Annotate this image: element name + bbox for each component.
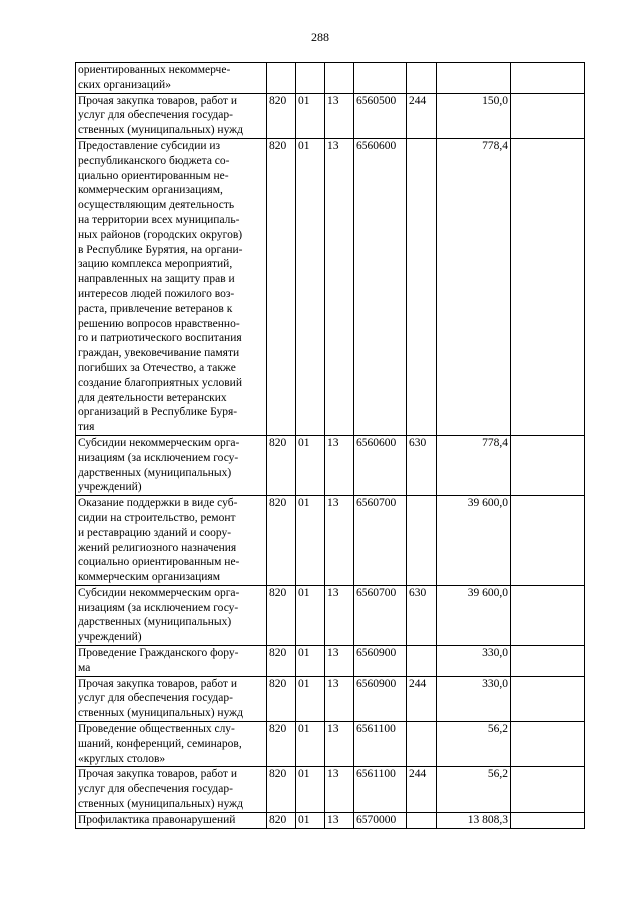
cell-ministry-code: 820 [267,676,296,721]
cell-subsection-code: 13 [325,646,354,677]
cell-note [511,767,585,812]
table-row [76,138,585,435]
cell-expense-type: 244 [407,767,437,812]
cell-expense-type: 244 [407,676,437,721]
cell-target-code: 6560900 [354,646,407,677]
cell-ministry-code: 820 [267,767,296,812]
cell-name: Проведение Гражданского фору- ма [76,646,267,677]
cell-name: ориентированных некоммерче- ских организаций» [76,63,267,94]
cell-note [511,138,585,435]
cell-name: Предоставление субсидии из республиканского бюджета со- циально ориентированным не- коммерческим организациям, осуществляющим деятельность на территории всех муниципаль- ных районов (городских округов) в Республике Бурятия, на органи- зацию комплекса мероприятий, направленных на защиту прав и интересов людей пожилого воз- раста, привлечение ветеранов к решению вопросов нравственно- го и патриотического воспитания граждан, увековечивание памяти погибших за Отечество, а также создание благоприятных условий для деятельности ветеранских организаций в Республике Буря- тия [76,138,267,435]
cell-ministry-code: 820 [267,585,296,645]
cell-amount: 330,0 [437,676,511,721]
cell-subsection-code: 13 [325,722,354,767]
cell-note [511,93,585,138]
cell-ministry-code: 820 [267,138,296,435]
page-number: 288 [311,30,329,44]
cell-section-code: 01 [296,138,325,435]
table-row [76,585,585,645]
cell-expense-type [407,722,437,767]
cell-name: Субсидии некоммерческим орга- низациям (за исключением госу- дарственных (муниципальных) учреждений) [76,435,267,495]
table-row [76,722,585,767]
cell-target-code: 6561100 [354,767,407,812]
cell-expense-type: 630 [407,585,437,645]
cell-section-code: 01 [296,585,325,645]
cell-note [511,585,585,645]
cell-target-code: 6561100 [354,722,407,767]
cell-note [511,435,585,495]
cell-name: Оказание поддержки в виде суб- сидии на строительство, ремонт и реставрацию зданий и соору- жений религиозного назначения социально ориентированным не- коммерческим организациям [76,496,267,586]
cell-amount: 330,0 [437,646,511,677]
cell-amount: 39 600,0 [437,496,511,586]
cell-name: Прочая закупка товаров, работ и услуг для обеспечения государ- ственных (муниципальных) нужд [76,767,267,812]
cell-subsection-code: 13 [325,93,354,138]
cell-section-code: 01 [296,93,325,138]
cell-note [511,646,585,677]
cell-subsection-code: 13 [325,767,354,812]
cell-note [511,812,585,828]
cell-subsection-code: 13 [325,138,354,435]
cell-amount: 39 600,0 [437,585,511,645]
cell-target-code [354,63,407,94]
cell-amount: 778,4 [437,435,511,495]
table-row [76,63,585,94]
cell-target-code: 6560900 [354,676,407,721]
cell-name: Прочая закупка товаров, работ и услуг для обеспечения государ- ственных (муниципальных) нужд [76,93,267,138]
cell-subsection-code: 13 [325,585,354,645]
cell-target-code: 6560500 [354,93,407,138]
cell-name: Прочая закупка товаров, работ и услуг для обеспечения государ- ственных (муниципальных) нужд [76,676,267,721]
cell-ministry-code: 820 [267,93,296,138]
table-row [76,676,585,721]
cell-subsection-code: 13 [325,496,354,586]
cell-ministry-code: 820 [267,496,296,586]
cell-expense-type [407,496,437,586]
cell-ministry-code: 820 [267,722,296,767]
cell-note [511,676,585,721]
table-row [76,812,585,828]
cell-section-code: 01 [296,676,325,721]
cell-name: Субсидии некоммерческим орга- низациям (за исключением госу- дарственных (муниципальных) учреждений) [76,585,267,645]
cell-target-code: 6570000 [354,812,407,828]
cell-amount: 778,4 [437,138,511,435]
cell-amount: 150,0 [437,93,511,138]
cell-amount: 56,2 [437,767,511,812]
table-body [76,63,585,829]
cell-expense-type: 244 [407,93,437,138]
cell-target-code: 6560700 [354,585,407,645]
table-row [76,767,585,812]
cell-subsection-code: 13 [325,812,354,828]
cell-target-code: 6560600 [354,435,407,495]
cell-section-code: 01 [296,767,325,812]
cell-ministry-code: 820 [267,646,296,677]
cell-expense-type [407,646,437,677]
cell-note [511,722,585,767]
table-row [76,93,585,138]
cell-target-code: 6560700 [354,496,407,586]
cell-amount [437,63,511,94]
cell-section-code: 01 [296,435,325,495]
table-row [76,496,585,586]
table-row [76,435,585,495]
cell-amount: 13 808,3 [437,812,511,828]
cell-expense-type: 630 [407,435,437,495]
cell-section-code: 01 [296,646,325,677]
cell-subsection-code: 13 [325,435,354,495]
cell-section-code [296,63,325,94]
cell-name: Профилактика правонарушений [76,812,267,828]
cell-section-code: 01 [296,722,325,767]
cell-amount: 56,2 [437,722,511,767]
cell-note [511,496,585,586]
cell-subsection-code: 13 [325,676,354,721]
cell-target-code: 6560600 [354,138,407,435]
table-row [76,646,585,677]
cell-subsection-code [325,63,354,94]
cell-ministry-code [267,63,296,94]
cell-ministry-code: 820 [267,812,296,828]
cell-note [511,63,585,94]
cell-section-code: 01 [296,496,325,586]
cell-expense-type [407,63,437,94]
cell-expense-type [407,138,437,435]
cell-name: Проведение общественных слу- шаний, конференций, семинаров, «круглых столов» [76,722,267,767]
budget-table [75,62,585,829]
cell-ministry-code: 820 [267,435,296,495]
cell-expense-type [407,812,437,828]
cell-section-code: 01 [296,812,325,828]
